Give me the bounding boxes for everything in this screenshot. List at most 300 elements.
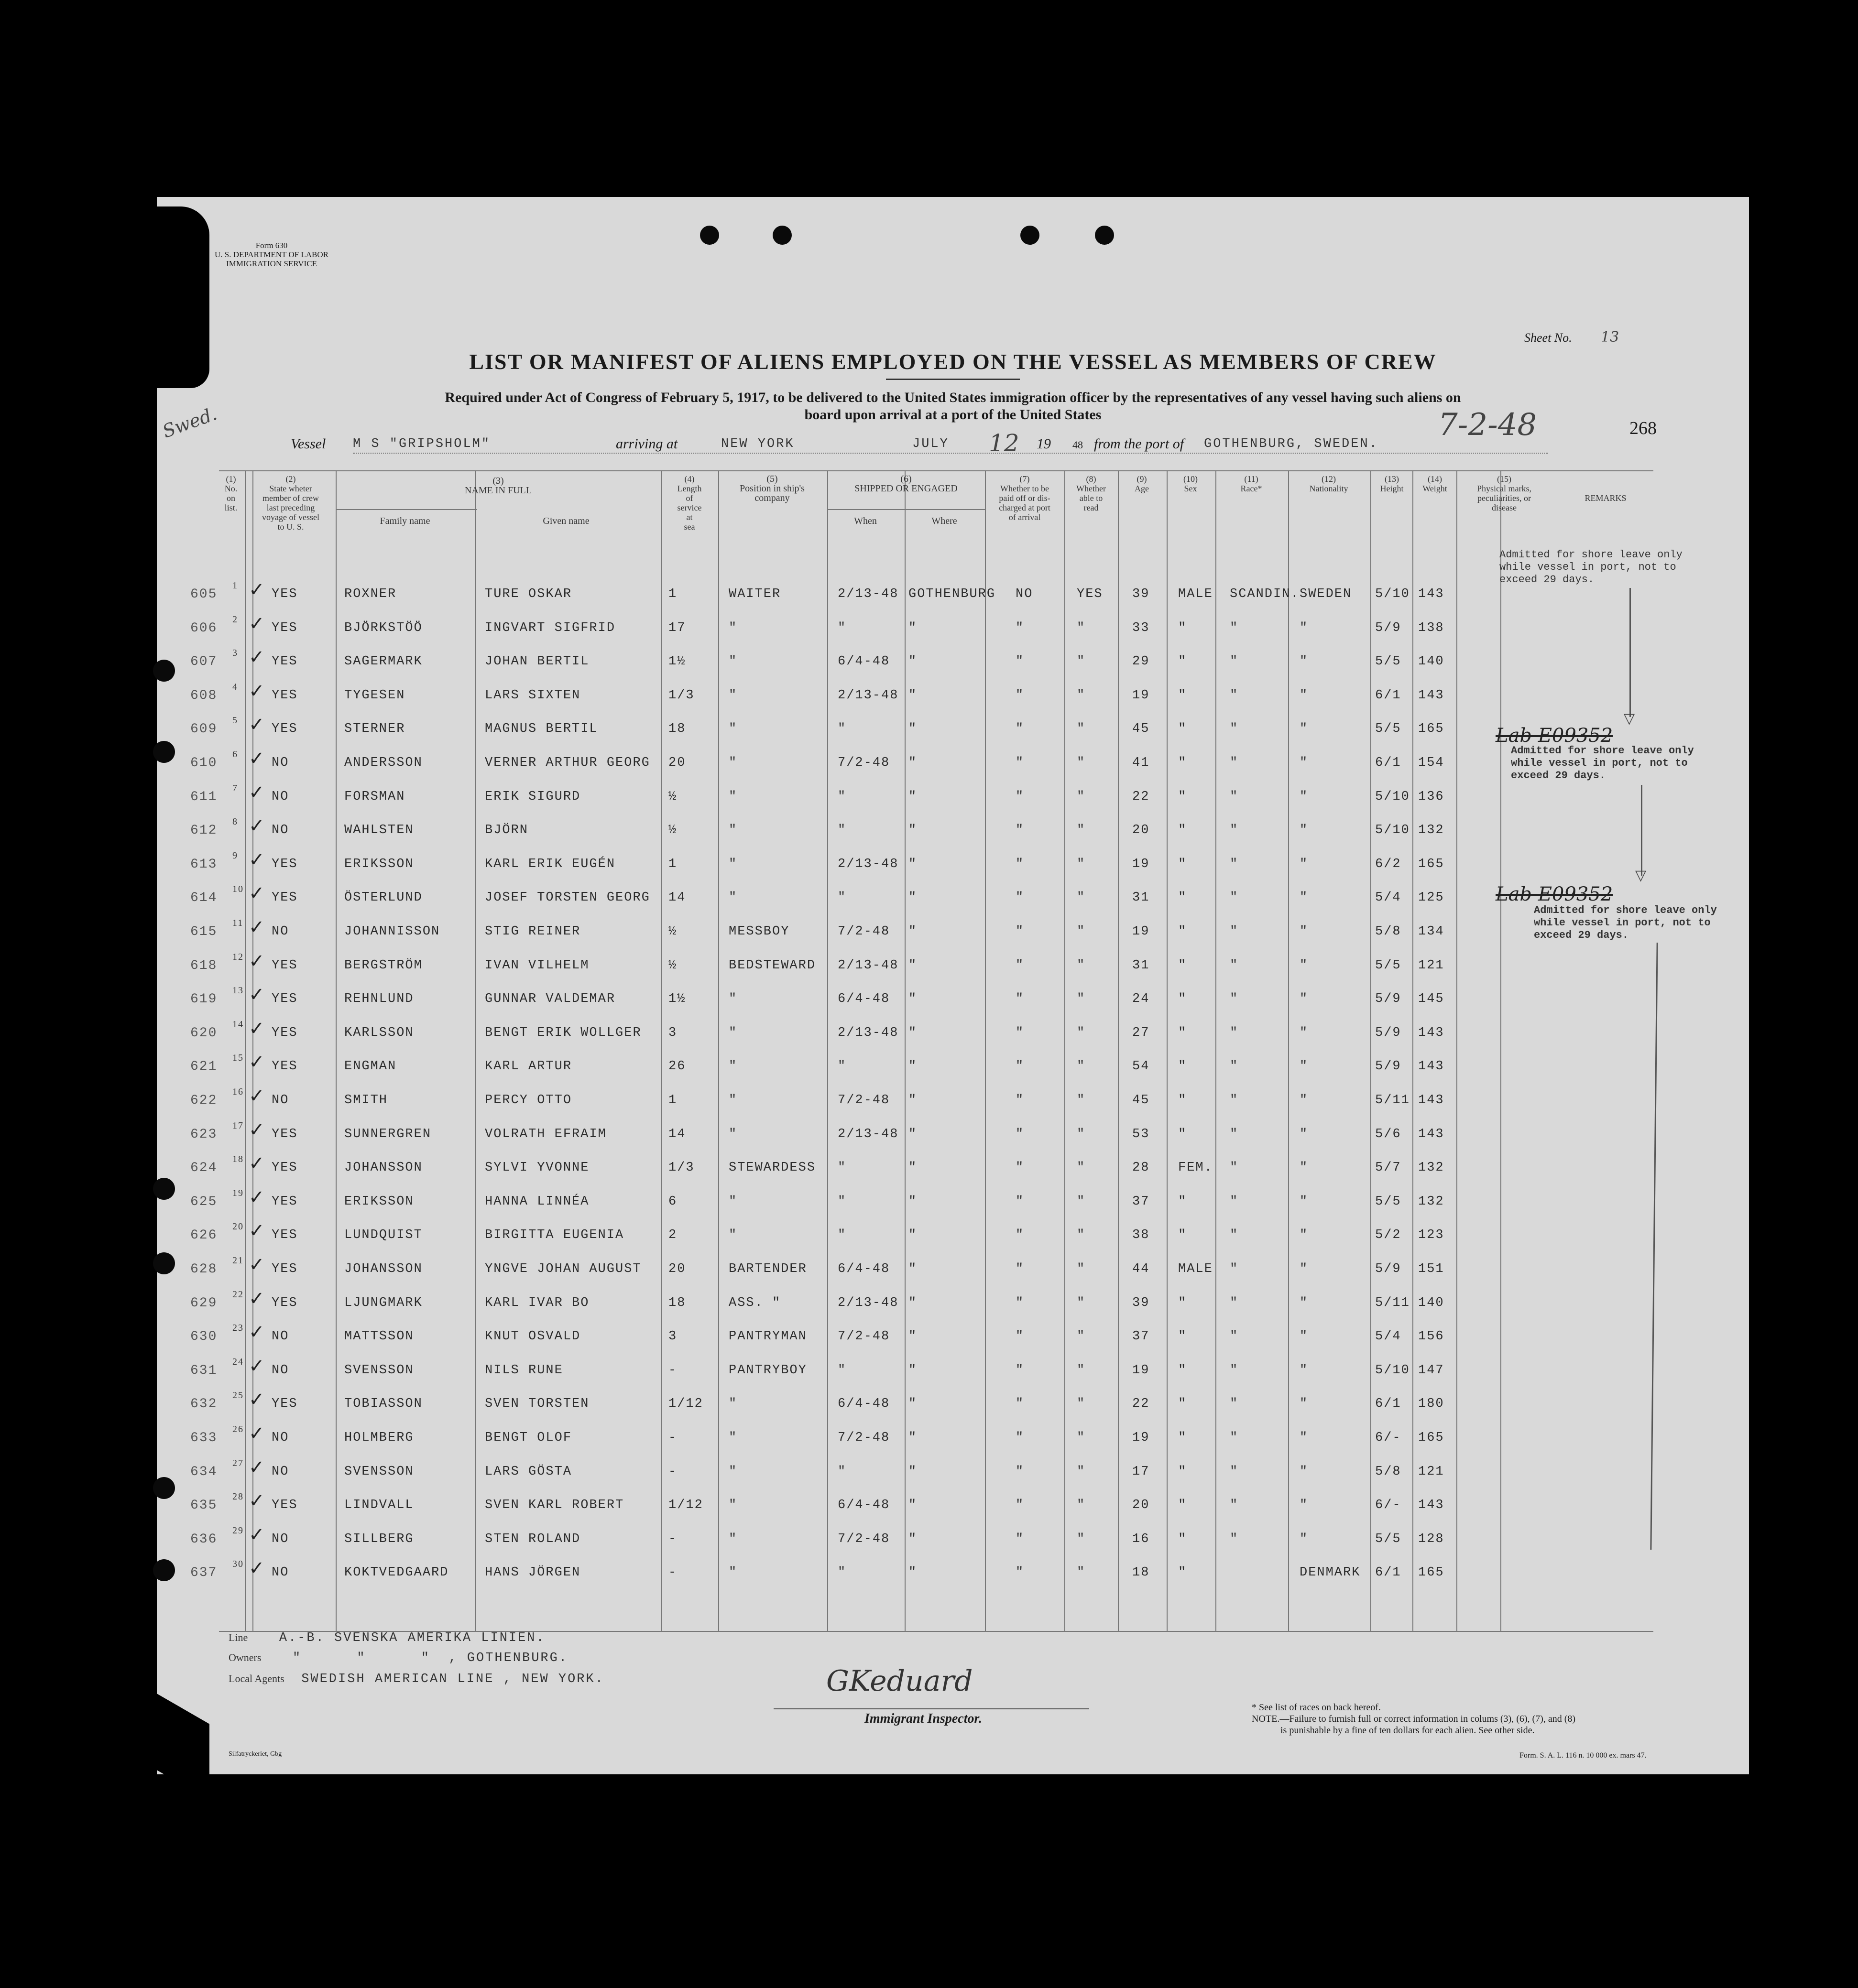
weight-cell: 165 <box>1418 1431 1444 1445</box>
paid-off-cell: " <box>1016 789 1025 804</box>
check-mark-icon: ✓ <box>249 680 265 702</box>
shipped-where-cell: " <box>908 857 918 871</box>
previous-voyage-cell: YES <box>272 1127 298 1141</box>
able-to-read-cell: " <box>1077 1093 1086 1108</box>
position-cell: PANTRYMAN <box>729 1329 807 1344</box>
paid-off-cell: " <box>1016 1161 1025 1175</box>
able-to-read-cell: " <box>1077 1532 1086 1546</box>
weight-cell: 165 <box>1418 857 1444 871</box>
paid-off-cell: NO <box>1016 587 1033 601</box>
shipped-when-cell: 2/13-48 <box>838 1127 899 1141</box>
weight-cell: 121 <box>1418 958 1444 973</box>
list-number-cell: 613 <box>190 857 218 872</box>
list-number-cell: 624 <box>190 1161 218 1176</box>
sheet-number: 13 <box>1601 329 1619 346</box>
paid-off-cell: " <box>1016 857 1025 871</box>
previous-voyage-cell: YES <box>272 1498 298 1513</box>
check-mark-icon: ✓ <box>249 1085 265 1107</box>
arrow-head-icon: ▽ <box>1635 868 1647 883</box>
family-name-cell: JOHANSSON <box>344 1262 423 1276</box>
list-number-cell: 612 <box>190 823 218 838</box>
able-to-read-cell: " <box>1077 924 1086 939</box>
sex-cell: " <box>1178 654 1187 669</box>
position-cell: " <box>729 1498 738 1513</box>
shipped-where-cell: GOTHENBURG <box>908 587 996 601</box>
age-cell: 53 <box>1132 1127 1150 1141</box>
shipped-where-cell: " <box>908 958 918 973</box>
sex-cell: " <box>1178 1363 1187 1378</box>
nationality-cell: " <box>1300 1093 1309 1108</box>
sex-cell: " <box>1178 688 1187 703</box>
paid-off-cell: " <box>1016 1431 1025 1445</box>
nationality-cell: " <box>1300 1228 1309 1243</box>
weight-cell: 125 <box>1418 891 1444 905</box>
position-cell: " <box>729 1127 738 1141</box>
weight-cell: 132 <box>1418 1194 1444 1209</box>
age-cell: 16 <box>1132 1532 1150 1546</box>
length-of-service-cell: 6 <box>668 1194 678 1209</box>
nationality-cell: " <box>1300 654 1309 669</box>
arrival-year: 48 <box>1072 439 1083 451</box>
paid-off-cell: " <box>1016 1228 1025 1243</box>
nationality-cell: " <box>1300 1532 1309 1546</box>
nationality-cell: " <box>1300 1161 1309 1175</box>
race-cell: " <box>1230 823 1239 838</box>
paid-off-cell: " <box>1016 1565 1025 1580</box>
given-name-cell: GUNNAR VALDEMAR <box>485 992 616 1007</box>
family-name-cell: REHNLUND <box>344 992 414 1007</box>
given-name-cell: LARS SIXTEN <box>485 688 581 703</box>
header-name-in-full: (3) NAME IN FULL <box>465 476 532 496</box>
race-cell: " <box>1230 891 1239 905</box>
height-cell: 5/5 <box>1375 654 1401 669</box>
table-row <box>157 1384 1749 1418</box>
race-cell: " <box>1230 1194 1239 1209</box>
punch-hole <box>1095 226 1114 245</box>
height-cell: 5/10 <box>1375 789 1410 804</box>
age-cell: 44 <box>1132 1262 1150 1276</box>
seq-number-cell: 15 <box>232 1053 244 1064</box>
punch-hole <box>1020 226 1039 245</box>
nationality-cell: " <box>1300 1431 1309 1445</box>
nationality-cell: " <box>1300 958 1309 973</box>
vessel-name: M S "GRIPSHOLM" <box>353 437 491 451</box>
able-to-read-cell: " <box>1077 1295 1086 1310</box>
paid-off-cell: " <box>1016 722 1025 737</box>
paid-off-cell: " <box>1016 823 1025 838</box>
paid-off-cell: " <box>1016 1025 1025 1040</box>
length-of-service-cell: ½ <box>668 958 678 973</box>
length-of-service-cell: 1½ <box>668 654 686 669</box>
length-of-service-cell: 1/3 <box>668 688 695 703</box>
sex-cell: " <box>1178 1059 1187 1074</box>
given-name-cell: PERCY OTTO <box>485 1093 572 1108</box>
nationality-cell: " <box>1300 1025 1309 1040</box>
seq-number-cell: 6 <box>232 749 238 760</box>
family-name-cell: STERNER <box>344 722 405 737</box>
nationality-cell: " <box>1300 1262 1309 1276</box>
shipped-where-cell: " <box>908 722 918 737</box>
sex-cell: " <box>1178 857 1187 871</box>
position-cell: " <box>729 1565 738 1580</box>
shipped-when-cell: " <box>838 1565 847 1580</box>
sex-cell: " <box>1178 1397 1187 1412</box>
height-cell: 5/10 <box>1375 587 1410 601</box>
family-name-cell: LUNDQUIST <box>344 1228 423 1243</box>
family-name-cell: ÖSTERLUND <box>344 891 423 905</box>
previous-voyage-cell: YES <box>272 1194 298 1209</box>
length-of-service-cell: ½ <box>668 789 678 804</box>
weight-cell: 143 <box>1418 1498 1444 1513</box>
table-row <box>157 608 1749 642</box>
table-row <box>157 1182 1749 1216</box>
seq-number-cell: 10 <box>232 884 244 895</box>
nationality-cell: " <box>1300 688 1309 703</box>
race-cell: " <box>1230 688 1239 703</box>
able-to-read-cell: " <box>1077 1161 1086 1175</box>
given-name-cell: JOSEF TORSTEN GEORG <box>485 891 650 905</box>
nationality-cell: " <box>1300 992 1309 1007</box>
check-mark-icon: ✓ <box>249 1456 265 1478</box>
check-mark-icon: ✓ <box>249 1490 265 1512</box>
nationality-cell: " <box>1300 1194 1309 1209</box>
paid-off-cell: " <box>1016 1059 1025 1074</box>
list-number-cell: 632 <box>190 1397 218 1412</box>
paid-off-cell: " <box>1016 1363 1025 1378</box>
age-cell: 19 <box>1132 688 1150 703</box>
length-of-service-cell: 17 <box>668 620 686 635</box>
family-name-cell: SUNNERGREN <box>344 1127 432 1141</box>
seq-number-cell: 24 <box>232 1356 244 1367</box>
family-name-cell: SMITH <box>344 1093 388 1108</box>
height-cell: 5/9 <box>1375 1262 1401 1276</box>
shipped-when-cell: 2/13-48 <box>838 1295 899 1310</box>
table-row <box>157 1249 1749 1283</box>
age-cell: 37 <box>1132 1329 1150 1344</box>
header-list-no: (1) No. on list. <box>224 474 238 512</box>
position-cell: STEWARDESS <box>729 1161 816 1175</box>
given-name-cell: BENGT OLOF <box>485 1431 572 1445</box>
table-row <box>157 1216 1749 1249</box>
note-failure: NOTE.—Failure to furnish full or correct information in colums (3), (6), (7), and (8) <box>1252 1714 1576 1724</box>
able-to-read-cell: " <box>1077 823 1086 838</box>
race-cell: SCANDIN. <box>1230 587 1300 601</box>
weight-cell: 151 <box>1418 1262 1444 1276</box>
table-row <box>157 912 1749 945</box>
header-race: (11) Race* <box>1240 474 1262 493</box>
check-mark-icon: ✓ <box>249 950 265 972</box>
shipped-where-cell: " <box>908 1363 918 1378</box>
weight-cell: 143 <box>1418 587 1444 601</box>
seq-number-cell: 21 <box>232 1255 244 1266</box>
shipped-when-cell: " <box>838 1161 847 1175</box>
age-cell: 19 <box>1132 1431 1150 1445</box>
length-of-service-cell: 20 <box>668 756 686 770</box>
age-cell: 38 <box>1132 1228 1150 1243</box>
shipped-when-cell: 6/4-48 <box>838 1262 890 1276</box>
sex-cell: " <box>1178 1228 1187 1243</box>
check-mark-icon: ✓ <box>249 984 265 1006</box>
age-cell: 31 <box>1132 958 1150 973</box>
form-number: Form 630 <box>255 241 288 250</box>
seq-number-cell: 27 <box>232 1457 244 1468</box>
seq-number-cell: 17 <box>232 1120 244 1131</box>
given-name-cell: NILS RUNE <box>485 1363 563 1378</box>
family-name-cell: BERGSTRÖM <box>344 958 423 973</box>
height-cell: 6/1 <box>1375 688 1401 703</box>
seq-number-cell: 13 <box>232 985 244 996</box>
position-cell: " <box>729 891 738 905</box>
given-name-cell: IVAN VILHELM <box>485 958 590 973</box>
table-row <box>157 1115 1749 1148</box>
shipped-when-cell: " <box>838 891 847 905</box>
list-number-cell: 630 <box>190 1329 218 1345</box>
header-shipped-or-engaged: (6) SHIPPED OR ENGAGED <box>854 474 958 494</box>
sex-cell: " <box>1178 1025 1187 1040</box>
weight-cell: 156 <box>1418 1329 1444 1344</box>
family-name-cell: FORSMAN <box>344 789 405 804</box>
shipped-when-cell: " <box>838 1228 847 1243</box>
age-cell: 17 <box>1132 1464 1150 1479</box>
height-cell: 6/1 <box>1375 1565 1401 1580</box>
seq-number-cell: 5 <box>232 715 238 726</box>
height-cell: 5/10 <box>1375 823 1410 838</box>
shipped-when-cell: 7/2-48 <box>838 924 890 939</box>
age-cell: 29 <box>1132 654 1150 669</box>
note-races: * See list of races on back hereof. <box>1252 1702 1381 1713</box>
check-mark-icon: ✓ <box>249 646 265 668</box>
length-of-service-cell: 1/12 <box>668 1498 703 1513</box>
previous-voyage-cell: YES <box>272 722 298 737</box>
given-name-cell: KARL IVAR BO <box>485 1295 590 1310</box>
weight-cell: 132 <box>1418 823 1444 838</box>
age-cell: 20 <box>1132 823 1150 838</box>
height-cell: 6/1 <box>1375 1397 1401 1412</box>
able-to-read-cell: " <box>1077 891 1086 905</box>
seq-number-cell: 30 <box>232 1559 244 1570</box>
weight-cell: 140 <box>1418 1295 1444 1310</box>
race-cell: " <box>1230 1262 1239 1276</box>
length-of-service-cell: 1½ <box>668 992 686 1007</box>
paid-off-cell: " <box>1016 1329 1025 1344</box>
seq-number-cell: 26 <box>232 1424 244 1434</box>
previous-voyage-cell: YES <box>272 857 298 871</box>
list-number-cell: 628 <box>190 1262 218 1277</box>
age-cell: 19 <box>1132 1363 1150 1378</box>
table-row <box>157 845 1749 878</box>
position-cell: ASS. " <box>729 1295 781 1310</box>
previous-voyage-cell: YES <box>272 992 298 1007</box>
paid-off-cell: " <box>1016 654 1025 669</box>
list-number-cell: 620 <box>190 1025 218 1041</box>
family-name-cell: SVENSSON <box>344 1464 414 1479</box>
position-cell: " <box>729 857 738 871</box>
height-cell: 6/2 <box>1375 857 1401 871</box>
remark-strike-1: Lab E09352 <box>1496 725 1613 747</box>
vessel-label: Vessel <box>291 436 326 452</box>
shipped-when-cell: " <box>838 1194 847 1209</box>
able-to-read-cell: " <box>1077 654 1086 669</box>
length-of-service-cell: 1 <box>668 1093 678 1108</box>
header-family-name: Family name <box>380 516 430 526</box>
able-to-read-cell: " <box>1077 1498 1086 1513</box>
check-mark-icon: ✓ <box>249 1152 265 1174</box>
check-mark-icon: ✓ <box>249 612 265 634</box>
able-to-read-cell: " <box>1077 1363 1086 1378</box>
family-name-cell: JOHANNISSON <box>344 924 440 939</box>
able-to-read-cell: " <box>1077 1565 1086 1580</box>
able-to-read-cell: " <box>1077 992 1086 1007</box>
length-of-service-cell: ½ <box>668 924 678 939</box>
able-to-read-cell: " <box>1077 789 1086 804</box>
list-number-cell: 610 <box>190 756 218 771</box>
weight-cell: 134 <box>1418 924 1444 939</box>
table-row <box>157 1148 1749 1182</box>
given-name-cell: MAGNUS BERTIL <box>485 722 598 737</box>
race-cell: " <box>1230 958 1239 973</box>
race-cell: " <box>1230 620 1239 635</box>
position-cell: " <box>729 722 738 737</box>
age-cell: 28 <box>1132 1161 1150 1175</box>
list-number-cell: 619 <box>190 992 218 1007</box>
seq-number-cell: 11 <box>232 918 244 928</box>
sex-cell: " <box>1178 1464 1187 1479</box>
table-row <box>157 676 1749 709</box>
family-name-cell: TYGESEN <box>344 688 405 703</box>
list-number-cell: 608 <box>190 688 218 703</box>
form-reference: Form. S. A. L. 116 n. 10 000 ex. mars 47. <box>1519 1751 1647 1760</box>
check-mark-icon: ✓ <box>249 1355 265 1377</box>
seq-number-cell: 29 <box>232 1525 244 1536</box>
previous-voyage-cell: YES <box>272 1295 298 1310</box>
given-name-cell: LARS GÖSTA <box>485 1464 572 1479</box>
seq-number-cell: 22 <box>232 1289 244 1300</box>
race-cell: " <box>1230 1431 1239 1445</box>
shipped-when-cell: 6/4-48 <box>838 992 890 1007</box>
table-row <box>157 1283 1749 1317</box>
table-row <box>157 811 1749 844</box>
list-number-cell: 621 <box>190 1059 218 1075</box>
length-of-service-cell: 3 <box>668 1025 678 1040</box>
form-info <box>214 241 329 268</box>
list-number-cell: 633 <box>190 1431 218 1445</box>
previous-voyage-cell: YES <box>272 1397 298 1412</box>
note-penalty: is punishable by a fine of ten dollars for each alien. See other side. <box>1280 1725 1535 1736</box>
seq-number-cell: 1 <box>232 580 238 591</box>
shipped-when-cell: 6/4-48 <box>838 1397 890 1412</box>
shipped-when-cell: 7/2-48 <box>838 1329 890 1344</box>
table-row <box>157 1553 1749 1586</box>
shipped-where-cell: " <box>908 1498 918 1513</box>
remark-shore-leave-3: Admitted for shore leave only while vessel in port, not to exceed 29 days. <box>1534 904 1717 941</box>
previous-voyage-cell: YES <box>272 620 298 635</box>
race-cell: " <box>1230 789 1239 804</box>
age-cell: 22 <box>1132 1397 1150 1412</box>
weight-cell: 143 <box>1418 1127 1444 1141</box>
page-title: LIST OR MANIFEST OF ALIENS EMPLOYED ON THE VESSEL AS MEMBERS OF CREW <box>469 349 1437 374</box>
nationality-cell: " <box>1300 857 1309 871</box>
year-prefix: 19 <box>1037 436 1051 452</box>
race-cell: " <box>1230 857 1239 871</box>
shipped-where-cell: " <box>908 1059 918 1074</box>
header-height: (13) Height <box>1380 474 1404 493</box>
shipped-where-cell: " <box>908 1127 918 1141</box>
footer-line-row <box>229 1631 546 1645</box>
nationality-cell: " <box>1300 1329 1309 1344</box>
height-cell: 5/7 <box>1375 1161 1401 1175</box>
form-service: IMMIGRATION SERVICE <box>226 259 317 268</box>
position-cell: " <box>729 992 738 1007</box>
length-of-service-cell: 1 <box>668 587 678 601</box>
seq-number-cell: 23 <box>232 1323 244 1334</box>
family-name-cell: ENGMAN <box>344 1059 397 1074</box>
seq-number-cell: 14 <box>232 1019 244 1030</box>
family-name-cell: KOKTVEDGAARD <box>344 1565 449 1580</box>
nationality-cell: " <box>1300 620 1309 635</box>
nationality-cell: " <box>1300 823 1309 838</box>
footer-owners-row <box>229 1651 568 1665</box>
list-number-cell: 607 <box>190 654 218 670</box>
race-cell: " <box>1230 1464 1239 1479</box>
shipped-where-cell: " <box>908 1262 918 1276</box>
shipped-when-cell: 6/4-48 <box>838 1498 890 1513</box>
check-mark-icon: ✓ <box>249 1389 265 1411</box>
vessel-line <box>291 429 1706 457</box>
previous-voyage-cell: NO <box>272 1464 289 1479</box>
previous-voyage-cell: YES <box>272 688 298 703</box>
weight-cell: 145 <box>1418 992 1444 1007</box>
shipped-where-cell: " <box>908 1295 918 1310</box>
list-number-cell: 635 <box>190 1498 218 1513</box>
check-mark-icon: ✓ <box>249 781 265 803</box>
shipped-when-cell: " <box>838 722 847 737</box>
family-name-cell: ANDERSSON <box>344 756 423 770</box>
remark-arrow <box>1629 588 1631 717</box>
length-of-service-cell: - <box>668 1464 678 1479</box>
check-mark-icon: ✓ <box>249 1220 265 1242</box>
check-mark-icon: ✓ <box>249 748 265 769</box>
height-cell: 6/- <box>1375 1498 1401 1513</box>
height-cell: 5/6 <box>1375 1127 1401 1141</box>
from-port: GOTHENBURG, SWEDEN. <box>1204 437 1378 451</box>
weight-cell: 154 <box>1418 756 1444 770</box>
previous-voyage-cell: NO <box>272 1565 289 1580</box>
arrival-month: JULY <box>912 437 949 451</box>
shipped-when-cell: 2/13-48 <box>838 688 899 703</box>
seq-number-cell: 16 <box>232 1086 244 1097</box>
given-name-cell: VERNER ARTHUR GEORG <box>485 756 650 770</box>
age-cell: 19 <box>1132 924 1150 939</box>
previous-voyage-cell: YES <box>272 654 298 669</box>
position-cell: " <box>729 1397 738 1412</box>
check-mark-icon: ✓ <box>249 1557 265 1579</box>
position-cell: " <box>729 1464 738 1479</box>
table-row <box>157 1452 1749 1486</box>
shipped-when-cell: 2/13-48 <box>838 857 899 871</box>
length-of-service-cell: 1/3 <box>668 1161 695 1175</box>
margin-note: Swed. <box>160 403 220 442</box>
sex-cell: MALE <box>1178 587 1213 601</box>
manifest-sheet <box>157 197 1749 1774</box>
shipped-when-cell: " <box>838 1464 847 1479</box>
age-cell: 45 <box>1132 1093 1150 1108</box>
sex-cell: " <box>1178 789 1187 804</box>
nationality-cell: SWEDEN <box>1300 587 1352 601</box>
family-name-cell: WAHLSTEN <box>344 823 414 838</box>
line-label: Line <box>229 1631 248 1643</box>
family-name-cell: ERIKSSON <box>344 857 414 871</box>
table-row <box>157 1351 1749 1384</box>
